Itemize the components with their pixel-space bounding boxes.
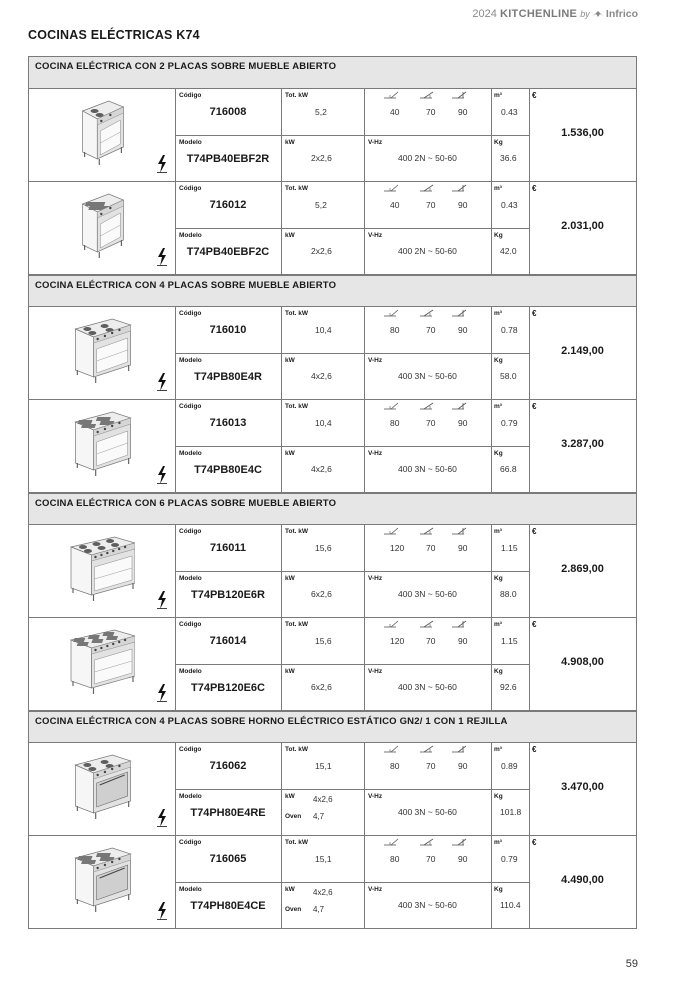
- product-code: 716013: [209, 417, 247, 429]
- section-header: [29, 711, 636, 743]
- product-model: T74PH80E4CE: [190, 900, 266, 912]
- depth-dimension-icon: [420, 620, 436, 628]
- kw-value: 4x2,6: [313, 888, 333, 897]
- product-model: T74PB80E4R: [194, 371, 262, 383]
- row-divider: [175, 446, 529, 447]
- euro-label: €: [532, 402, 537, 411]
- kw-value: 4x2,6: [311, 464, 332, 474]
- depth-dimension-icon: [420, 309, 436, 317]
- section-title: COCINA ELÉCTRICA CON 6 PLACAS SOBRE MUEBLE ABIERTO: [35, 498, 337, 509]
- product-model: T74PB120E6C: [191, 682, 265, 694]
- modelo-label: Modelo: [179, 886, 202, 893]
- volume-value: 1.15: [501, 636, 518, 646]
- depth-dimension-icon: [420, 91, 436, 99]
- vhz-label: V-Hz: [368, 450, 383, 457]
- modelo-label: Modelo: [179, 450, 202, 457]
- kw-label: kW: [285, 793, 295, 800]
- height-dimension-icon: [452, 745, 468, 753]
- kw-label: kW: [285, 232, 295, 239]
- dimension-value: 70: [426, 418, 436, 428]
- voltage-value: 400 3N ~ 50-60: [398, 682, 457, 692]
- dimension-value: 80: [390, 854, 400, 864]
- dimension-value: 90: [458, 418, 468, 428]
- volume-value: 0.43: [501, 107, 518, 117]
- dimension-value: 90: [458, 200, 468, 210]
- width-dimension-icon: [384, 527, 400, 535]
- product-price: 3.287,00: [561, 438, 604, 450]
- dimension-value: 40: [390, 107, 400, 117]
- m3-label: m³: [494, 92, 502, 99]
- m3-label: m³: [494, 839, 502, 846]
- codigo-label: Código: [179, 185, 202, 192]
- width-dimension-icon: [384, 838, 400, 846]
- euro-label: €: [532, 527, 537, 536]
- kw-value: 6x2,6: [311, 589, 332, 599]
- m3-label: m³: [494, 403, 502, 410]
- page-number: 59: [625, 958, 638, 970]
- dimension-value: 40: [390, 200, 400, 210]
- voltage-value: 400 3N ~ 50-60: [398, 371, 457, 381]
- price-cell: [529, 89, 636, 182]
- voltage-value: 400 3N ~ 50-60: [398, 589, 457, 599]
- dimension-value: 90: [458, 325, 468, 335]
- volume-value: 0.89: [501, 761, 518, 771]
- row-divider: [175, 135, 529, 136]
- row-divider: [175, 228, 529, 229]
- product-code: 716008: [209, 106, 247, 118]
- section-header: [29, 275, 636, 307]
- product-price: 4.908,00: [561, 656, 604, 668]
- section-title: COCINA ELÉCTRICA CON 2 PLACAS SOBRE MUEBLE ABIERTO: [35, 61, 337, 72]
- height-dimension-icon: [452, 91, 468, 99]
- oven-kw-value: 4,7: [313, 905, 325, 914]
- section-header: [29, 57, 636, 89]
- price-cell: [529, 836, 636, 929]
- price-cell: [529, 307, 636, 400]
- tot-kw-label: Tot. kW: [285, 310, 308, 317]
- kw-value: 2x2,6: [311, 246, 332, 256]
- kw-label: kW: [285, 886, 295, 893]
- kw-label: kW: [285, 357, 295, 364]
- section-title: COCINA ELÉCTRICA CON 4 PLACAS SOBRE HORNO ELÉCTRICO ESTÁTICO GN2/ 1 CON 1 REJILLA: [35, 716, 508, 727]
- product-row: [29, 836, 636, 929]
- height-dimension-icon: [452, 184, 468, 192]
- lightning-bolt-icon: [157, 902, 167, 920]
- dimension-value: 70: [426, 543, 436, 553]
- kg-label: Kg: [494, 668, 503, 675]
- tot-kw-label: Tot. kW: [285, 403, 308, 410]
- dimension-value: 90: [458, 543, 468, 553]
- codigo-label: Código: [179, 310, 202, 317]
- volume-value: 1.15: [501, 543, 518, 553]
- modelo-label: Modelo: [179, 575, 202, 582]
- tot-kw-label: Tot. kW: [285, 621, 308, 628]
- vhz-label: V-Hz: [368, 668, 383, 675]
- tot-kw-label: Tot. kW: [285, 92, 308, 99]
- depth-dimension-icon: [420, 184, 436, 192]
- tot-kw-label: Tot. kW: [285, 185, 308, 192]
- voltage-value: 400 3N ~ 50-60: [398, 464, 457, 474]
- row-divider: [175, 571, 529, 572]
- product-price: 2.149,00: [561, 345, 604, 357]
- height-dimension-icon: [452, 402, 468, 410]
- vhz-label: V-Hz: [368, 232, 383, 239]
- product-price: 2.031,00: [561, 220, 604, 232]
- product-row: [29, 400, 636, 493]
- kw-label: kW: [285, 450, 295, 457]
- product-photo: [65, 844, 135, 916]
- m3-label: m³: [494, 621, 502, 628]
- width-dimension-icon: [384, 91, 400, 99]
- row-divider: [175, 664, 529, 665]
- kg-label: Kg: [494, 450, 503, 457]
- lightning-bolt-icon: [157, 155, 167, 173]
- product-model: T74PB120E6R: [191, 589, 265, 601]
- brand-by: by: [580, 9, 590, 19]
- product-model: T74PH80E4RE: [190, 807, 266, 819]
- row-divider: [175, 353, 529, 354]
- kg-label: Kg: [494, 793, 503, 800]
- oven-label: Oven: [285, 813, 302, 820]
- tot-kw-label: Tot. kW: [285, 528, 308, 535]
- width-dimension-icon: [384, 402, 400, 410]
- vhz-label: V-Hz: [368, 357, 383, 364]
- section-title: COCINA ELÉCTRICA CON 4 PLACAS SOBRE MUEBLE ABIERTO: [35, 280, 337, 291]
- modelo-label: Modelo: [179, 232, 202, 239]
- product-table: [28, 56, 637, 929]
- kg-label: Kg: [494, 139, 503, 146]
- lightning-bolt-icon: [157, 373, 167, 391]
- volume-value: 0.79: [501, 854, 518, 864]
- lightning-bolt-icon: [157, 809, 167, 827]
- product-photo: [65, 533, 135, 605]
- width-dimension-icon: [384, 745, 400, 753]
- kw-label: kW: [285, 668, 295, 675]
- product-code: 716065: [209, 853, 247, 865]
- product-row: [29, 618, 636, 711]
- product-photo: [65, 190, 135, 262]
- euro-label: €: [532, 838, 537, 847]
- product-photo: [65, 626, 135, 698]
- kw-label: kW: [285, 575, 295, 582]
- voltage-value: 400 3N ~ 50-60: [398, 900, 457, 910]
- page-title: COCINAS ELÉCTRICAS K74: [28, 28, 200, 42]
- tot-kw-value: 15,6: [315, 543, 332, 553]
- tot-kw-label: Tot. kW: [285, 839, 308, 846]
- width-dimension-icon: [384, 620, 400, 628]
- codigo-label: Código: [179, 621, 202, 628]
- dimension-value: 90: [458, 107, 468, 117]
- kw-label: kW: [285, 139, 295, 146]
- product-photo: [65, 97, 135, 169]
- weight-value: 110.4: [500, 900, 521, 910]
- depth-dimension-icon: [420, 745, 436, 753]
- brand-logo: [472, 8, 638, 20]
- product-photo: [65, 751, 135, 823]
- height-dimension-icon: [452, 527, 468, 535]
- depth-dimension-icon: [420, 527, 436, 535]
- product-code: 716012: [209, 199, 247, 211]
- kg-label: Kg: [494, 232, 503, 239]
- vhz-label: V-Hz: [368, 139, 383, 146]
- product-code: 716010: [209, 324, 247, 336]
- voltage-value: 400 2N ~ 50-60: [398, 153, 457, 163]
- euro-label: €: [532, 745, 537, 754]
- volume-value: 0.78: [501, 325, 518, 335]
- kg-label: Kg: [494, 575, 503, 582]
- product-price: 1.536,00: [561, 127, 604, 139]
- dimension-value: 70: [426, 854, 436, 864]
- product-row: [29, 743, 636, 836]
- price-cell: [529, 743, 636, 836]
- dimension-value: 90: [458, 761, 468, 771]
- price-cell: [529, 618, 636, 711]
- brand-name: KITCHENLINE: [499, 8, 578, 20]
- product-row: [29, 182, 636, 275]
- modelo-label: Modelo: [179, 139, 202, 146]
- kg-label: Kg: [494, 886, 503, 893]
- lightning-bolt-icon: [157, 466, 167, 484]
- volume-value: 0.79: [501, 418, 518, 428]
- row-divider: [175, 882, 529, 883]
- vhz-label: V-Hz: [368, 575, 383, 582]
- product-price: 2.869,00: [561, 563, 604, 575]
- vhz-label: V-Hz: [368, 886, 383, 893]
- codigo-label: Código: [179, 746, 202, 753]
- vhz-label: V-Hz: [368, 793, 383, 800]
- product-photo: [65, 408, 135, 480]
- m3-label: m³: [494, 528, 502, 535]
- codigo-label: Código: [179, 839, 202, 846]
- dimension-value: 70: [426, 636, 436, 646]
- brand-year: 2024: [472, 8, 497, 20]
- weight-value: 101.8: [500, 807, 522, 817]
- product-row: [29, 307, 636, 400]
- kw-value: 4x2,6: [313, 795, 333, 804]
- tot-kw-value: 10,4: [315, 325, 332, 335]
- lightning-bolt-icon: [157, 684, 167, 702]
- euro-label: €: [532, 309, 537, 318]
- volume-value: 0.43: [501, 200, 518, 210]
- dimension-value: 90: [458, 854, 468, 864]
- weight-value: 92.6: [500, 682, 517, 692]
- width-dimension-icon: [384, 184, 400, 192]
- height-dimension-icon: [452, 620, 468, 628]
- width-dimension-icon: [384, 309, 400, 317]
- m3-label: m³: [494, 185, 502, 192]
- dimension-value: 80: [390, 418, 400, 428]
- product-code: 716062: [209, 760, 247, 772]
- product-code: 716011: [209, 542, 247, 554]
- m3-label: m³: [494, 310, 502, 317]
- product-model: T74PB40EBF2R: [186, 153, 270, 165]
- row-divider: [175, 789, 529, 790]
- height-dimension-icon: [452, 838, 468, 846]
- dimension-value: 80: [390, 761, 400, 771]
- section-header: [29, 493, 636, 525]
- weight-value: 66.8: [500, 464, 517, 474]
- depth-dimension-icon: [420, 838, 436, 846]
- voltage-value: 400 2N ~ 50-60: [398, 246, 457, 256]
- oven-kw-value: 4,7: [313, 812, 325, 821]
- kg-label: Kg: [494, 357, 503, 364]
- tot-kw-value: 5,2: [315, 200, 327, 210]
- product-price: 3.470,00: [561, 781, 604, 793]
- euro-label: €: [532, 184, 537, 193]
- tot-kw-value: 15,6: [315, 636, 332, 646]
- dimension-value: 70: [426, 325, 436, 335]
- weight-value: 58.0: [500, 371, 517, 381]
- infrico-bird-icon: [593, 10, 603, 18]
- codigo-label: Código: [179, 92, 202, 99]
- tot-kw-value: 15,1: [315, 854, 332, 864]
- dimension-value: 70: [426, 107, 436, 117]
- price-cell: [529, 400, 636, 493]
- kw-value: 4x2,6: [311, 371, 332, 381]
- price-cell: [529, 525, 636, 618]
- tot-kw-value: 5,2: [315, 107, 327, 117]
- product-photo: [65, 315, 135, 387]
- euro-label: €: [532, 91, 537, 100]
- lightning-bolt-icon: [157, 248, 167, 266]
- product-model: T74PB80E4C: [194, 464, 262, 476]
- price-cell: [529, 182, 636, 275]
- modelo-label: Modelo: [179, 793, 202, 800]
- depth-dimension-icon: [420, 402, 436, 410]
- dimension-value: 80: [390, 325, 400, 335]
- tot-kw-value: 10,4: [315, 418, 332, 428]
- dimension-value: 70: [426, 200, 436, 210]
- product-row: [29, 525, 636, 618]
- tot-kw-value: 15,1: [315, 761, 332, 771]
- dimension-value: 90: [458, 636, 468, 646]
- weight-value: 88.0: [500, 589, 517, 599]
- height-dimension-icon: [452, 309, 468, 317]
- product-price: 4.490,00: [561, 874, 604, 886]
- dimension-value: 70: [426, 761, 436, 771]
- euro-label: €: [532, 620, 537, 629]
- codigo-label: Código: [179, 528, 202, 535]
- kw-value: 6x2,6: [311, 682, 332, 692]
- lightning-bolt-icon: [157, 591, 167, 609]
- m3-label: m³: [494, 746, 502, 753]
- weight-value: 42.0: [500, 246, 517, 256]
- voltage-value: 400 3N ~ 50-60: [398, 807, 457, 817]
- product-code: 716014: [209, 635, 247, 647]
- product-row: [29, 89, 636, 182]
- dimension-value: 120: [390, 543, 405, 553]
- weight-value: 36.6: [500, 153, 517, 163]
- modelo-label: Modelo: [179, 357, 202, 364]
- kw-value: 2x2,6: [311, 153, 332, 163]
- product-model: T74PB40EBF2C: [186, 246, 270, 258]
- tot-kw-label: Tot. kW: [285, 746, 308, 753]
- modelo-label: Modelo: [179, 668, 202, 675]
- codigo-label: Código: [179, 403, 202, 410]
- oven-label: Oven: [285, 906, 302, 913]
- brand-company: Infrico: [605, 8, 638, 20]
- dimension-value: 120: [390, 636, 405, 646]
